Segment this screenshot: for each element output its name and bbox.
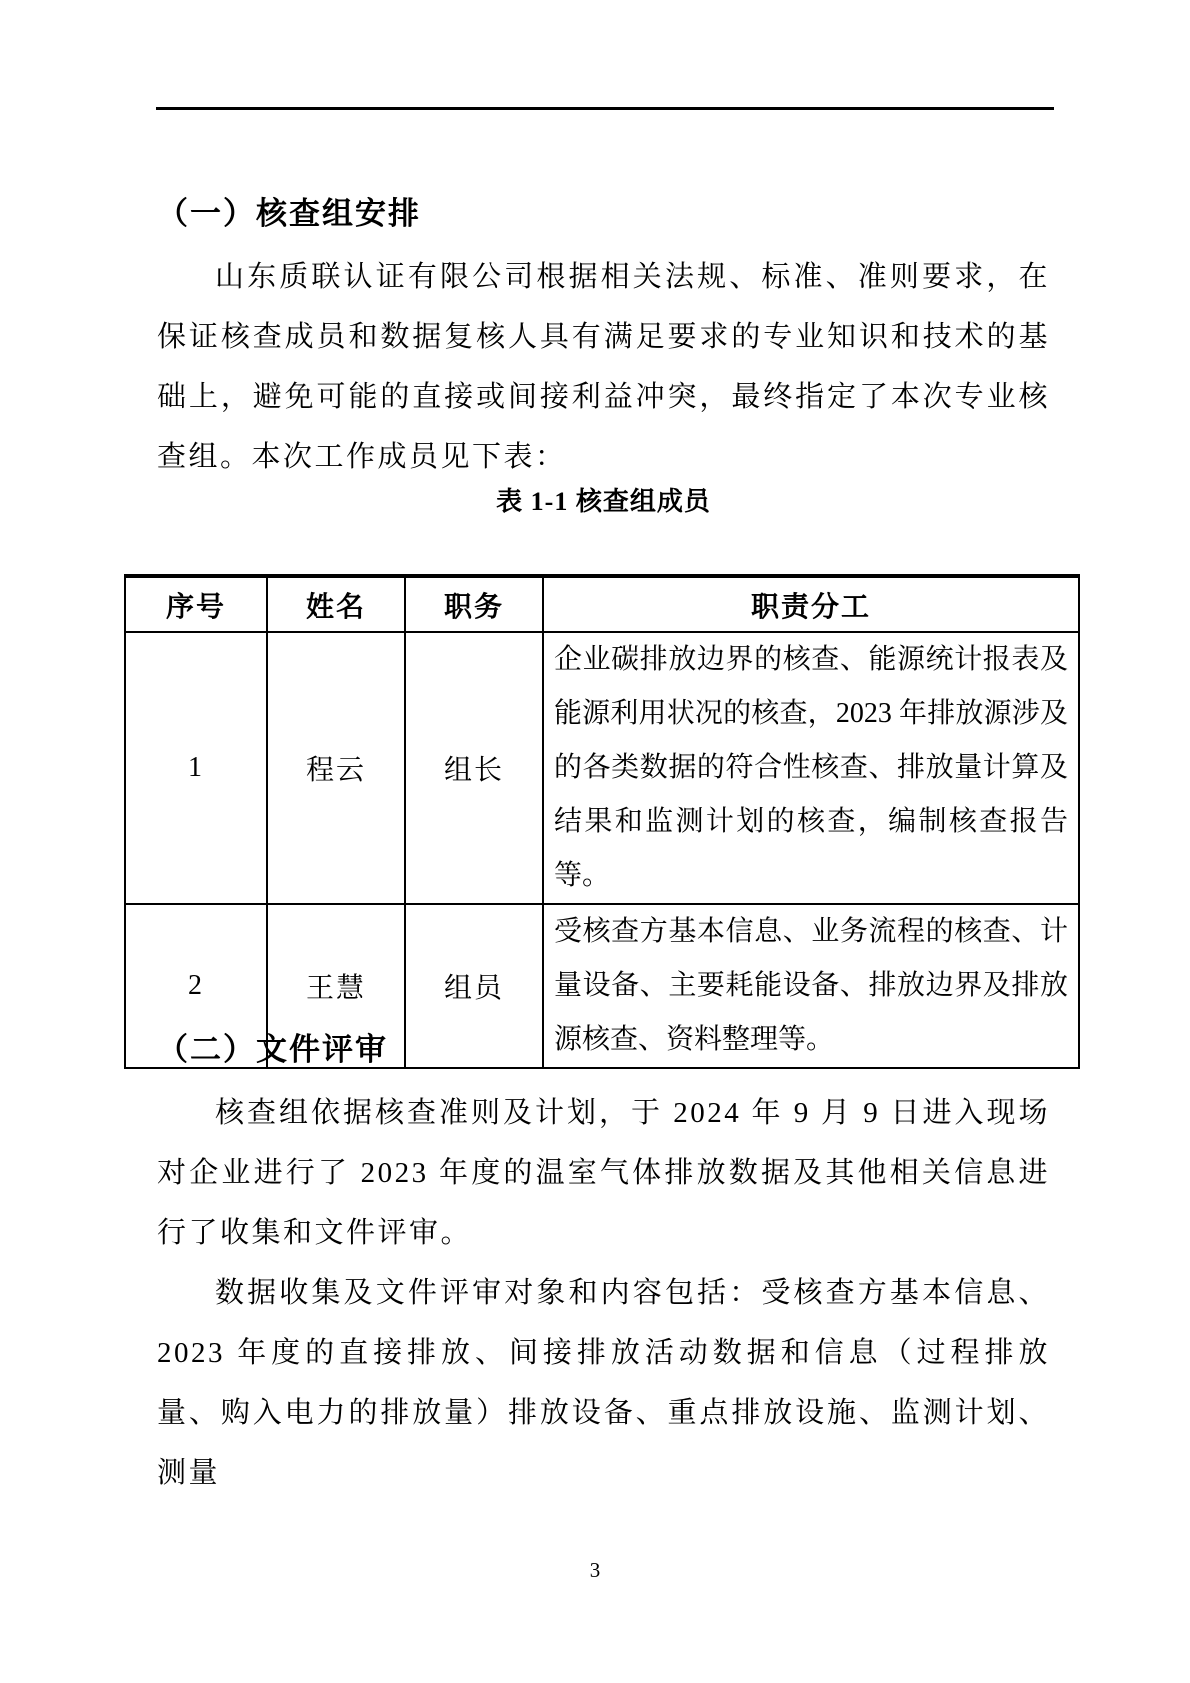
table-header-name: 姓名: [267, 576, 405, 632]
section2-paragraph-1: 核查组依据核查准则及计划，于 2024 年 9 月 9 日进入现场对企业进行了 2023 年度的温室气体排放数据及其他相关信息进行了收集和文件评审。: [157, 1097, 1050, 1249]
table-header-row: [125, 576, 1079, 632]
cell-no: 2: [125, 904, 267, 1068]
cell-name: 程云: [267, 632, 405, 904]
table-header-no: 序号: [125, 576, 267, 632]
page-number: 3: [589, 1558, 601, 1582]
section2-paragraph-2: 数据收集及文件评审对象和内容包括：受核查方基本信息、2023 年度的直接排放、间接排放活动数据和信息（过程排放量、购入电力的排放量）排放设备、重点排放设施、监测计划、测量: [157, 1277, 1050, 1489]
table-header-duty: 职责分工: [543, 576, 1079, 632]
cell-name: 王慧: [267, 904, 405, 1068]
header-rule: [156, 107, 1054, 110]
section1-heading: （一）核查组安排: [157, 196, 421, 231]
members-table: [124, 574, 1080, 1069]
section1-paragraph: 山东质联认证有限公司根据相关法规、标准、准则要求，在保证核查成员和数据复核人具有满足要求的专业知识和技术的基础上，避免可能的直接或间接利益冲突，最终指定了本次专业核查组。本次工作成员见下表：: [157, 261, 1050, 473]
cell-duty: 企业碳排放边界的核查、能源统计报表及能源利用状况的核查，2023 年排放源涉及的各类数据的符合性核查、排放量计算及结果和监测计划的核查，编制核查报告等。: [543, 632, 1079, 904]
cell-duty: 受核查方基本信息、业务流程的核查、计量设备、主要耗能设备、排放边界及排放源核查、资料整理等。: [543, 904, 1079, 1068]
table-header-role: 职务: [405, 576, 543, 632]
section2-heading: （二）文件评审: [157, 1032, 388, 1067]
cell-no: 1: [125, 632, 267, 904]
cell-role: 组长: [405, 632, 543, 904]
cell-role: 组员: [405, 904, 543, 1068]
table-row: [125, 632, 1079, 904]
table-title: 表 1-1 核查组成员: [496, 487, 711, 516]
